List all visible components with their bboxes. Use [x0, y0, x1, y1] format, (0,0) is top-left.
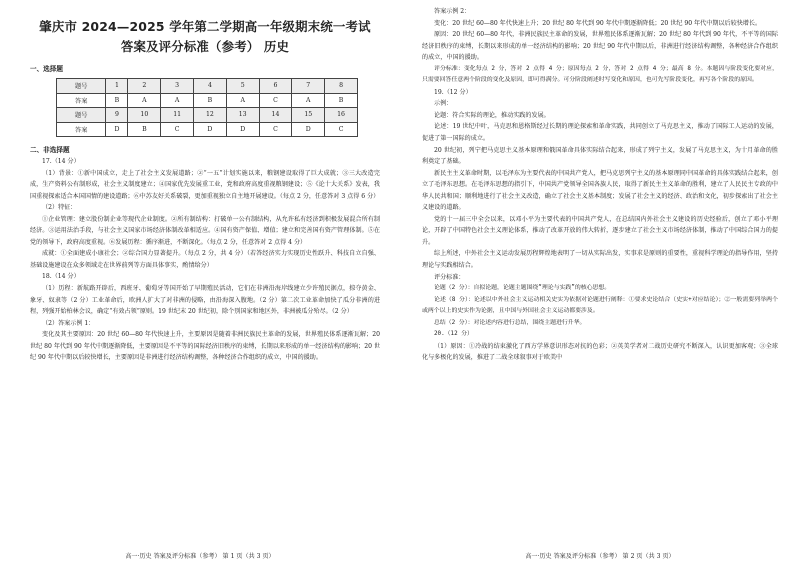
table-cell: 答案: [57, 122, 106, 137]
answer-table: [56, 78, 358, 137]
page-footer-left: 高一·历史 答案及评分标准（参考） 第 1 页（共 3 页）: [125, 553, 275, 560]
table-cell: 10: [128, 108, 161, 123]
table-cell: D: [106, 122, 128, 137]
table-cell: 12: [194, 108, 227, 123]
table-cell: 4: [194, 79, 227, 94]
paragraph: 20.（12 分）: [434, 331, 473, 338]
table-cell: 6: [259, 79, 292, 94]
paragraph: （1）历程：新航路开辟后，西班牙、葡萄牙等国开始了早期殖民活动，它们在非洲沿海岸线建立少许殖民据点，掠夺黄金、象牙、奴隶等（2 分）工业革命后，欧洲人扩大了对非洲的侵略，由沿海深入腹地。（2 分）第二次工业革命加快了瓜分非洲的进程，列强开始柏林会议，确定“有效占领”原则。19 世纪末 20 世纪初，除个别国家和地区外，非洲被瓜分殆尽。（2 分）: [30, 285, 380, 316]
table-cell: B: [325, 93, 358, 108]
table-cell: A: [161, 93, 194, 108]
paragraph: 18.（14 分）: [42, 273, 80, 281]
paragraph: 论题（2 分）：自拟论题，论题主题围绕“理论与实践”的核心思想。: [434, 285, 611, 292]
paragraph: 论述：19 世纪中叶，马克思和恩格斯经过长期的理论探索和革命实践，共同创立了马克思主义，推动了国际工人运动的发展，促进了第一国际的成立。: [422, 123, 778, 143]
paragraph: （1）原因：①冷战的结束激化了西方学界意识形态对抗的色彩；②英美学者对二战历史研究不断深入，认识更加客观；③全球化与多极化的发展，推进了二战全球叙事对于欧美中: [422, 342, 778, 362]
paragraph: 成就：①全面建成小康社会；②综合国力显著提升。（每点 2 分，共 4 分）（若答经济实力实现历史性跃升、科技自立自强、基础设施建设在众多领域走在世界前列等方面具体事实，酌情给分）: [30, 250, 380, 269]
left-content: [30, 156, 380, 364]
paragraph: 评分标准：变化每点 2 分，答对 2 点得 4 分；原因每点 2 分，答对 2 点得 4 分；最高 8 分。本题因与阶段变化要对应，只需要回答任意两个阶段的变化及原因，即可得满分。可分阶段阐述时写变化和原因，也可先写阶段变化，再写各个阶段的原因。: [422, 65, 778, 84]
table-cell: B: [106, 93, 128, 108]
page-right: [400, 0, 800, 566]
paragraph: 论述（8 分）：论述以中外社会主义运动相关史实为依据对论题进行阐释：①要求史论结合（史实+对应结论）；②一般需要列举两个或两个以上的史实作为论据，且中国与外国社会主义运动都要涉及。: [422, 296, 778, 315]
document-title: 肇庆市 2024—2025 学年第二学期高一年级期末统一考试: [39, 19, 371, 34]
paragraph: 论题：符合实际的理论，推动实践的发展。: [434, 111, 550, 119]
paragraph: （2）答案示例 1：: [42, 319, 95, 327]
table-cell: 14: [259, 108, 292, 123]
paragraph: ①企业管理：建立股份制企业等现代企业制度。②所有制结构：打破单一公有制结构，从允许私有经济到积极发展混合所有制经济。③运用法治手段，与社会主义国家市场经济体制改革相适应。④国有资产保值、增值；建立和完善国有资产管理体制。⑤在党的领导下，政府高度重视。⑥发展历程：循序渐进，不断深化。（每点 2 分，任意答对 2 点得 4 分）: [30, 215, 380, 246]
table-row: [57, 108, 358, 123]
paragraph: 新民主主义革命时期，以毛泽东为主要代表的中国共产党人，把马克思列宁主义的基本原理同中国革命的具体实践结合起来，创立了毛泽东思想。在毛泽东思想的指引下，中国共产党领导全国各族人民，取得了新民主主义革命的胜利，建立了人民民主专政的中华人民共和国；顺利地进行了社会主义改造，确立了社会主义基本制度；发展了社会主义的经济、政治和文化，初步探索出了社会主义建设的道路。: [422, 169, 778, 212]
table-cell: A: [128, 93, 161, 108]
table-row: [57, 93, 358, 108]
section-heading-essay: 二、非选择题: [30, 146, 70, 154]
paragraph: 17.（14 分）: [42, 158, 80, 165]
table-cell: 11: [161, 108, 194, 123]
table-row: [57, 79, 358, 94]
table-cell: D: [194, 122, 227, 137]
paragraph: （2）特征：: [42, 204, 77, 212]
paragraph: （1）背景：①新中国成立，走上了社会主义发展道路；②“一五”计划实施以来，粮钢建设取得了巨大成就；③三大改造完成，生产资料公有制形成，社会主义制度建立；④国家优先发展重工业，党和政府高度重视粮钢建设；⑤《论十大关系》发表，我国重视探索适合本国国情的建设道路；⑥中苏友好关系破裂，更加重视独立自主地开展建设。（每点 2 分，任意答对 3 点得 6 分）: [30, 169, 380, 200]
table-cell: A: [226, 93, 259, 108]
paragraph: 变化及其主要原因：20 世纪 60—80 年代快速上升，主要原因是随着非洲民族民主革命的发展，世界殖民体系逐渐瓦解；20 世纪 80 年代到 90 年代中期逐渐降低，主要原因是不平等的国际经济旧秩序的束缚，长期以来形成的单一经济结构的影响；20 世纪 90 年代中期以后较快增长，主要原因是非洲进行经济结构调整，各种经济合作组织的成立，中国的援助。: [30, 331, 380, 362]
table-cell: 3: [161, 79, 194, 94]
table-cell: 7: [292, 79, 325, 94]
paragraph: 19.（12 分）: [434, 88, 472, 96]
table-cell: 13: [226, 108, 259, 123]
table-cell: 答案: [57, 93, 106, 108]
paragraph: 评分标准：: [434, 273, 465, 281]
table-cell: C: [161, 122, 194, 137]
right-content: [422, 6, 778, 364]
document-subtitle: 答案及评分标准（参考） 历史: [120, 39, 290, 54]
table-cell: 5: [226, 79, 259, 94]
paragraph: 总结（2 分）：对论述内容进行总结，围绕主题进行升华。: [434, 319, 586, 326]
table-cell: 2: [128, 79, 161, 94]
table-cell: 9: [106, 108, 128, 123]
table-cell: B: [194, 93, 227, 108]
table-cell: 15: [292, 108, 325, 123]
paragraph: 示例：: [434, 100, 453, 108]
table-row: [57, 122, 358, 137]
paragraph: 答案示例 2：: [434, 8, 471, 15]
table-cell: 1: [106, 79, 128, 94]
section-heading-choice: 一、选择题: [30, 65, 63, 73]
paragraph: 综上所述，中外社会主义运动发展历程辉煌地表明了一切从实际出发，实事求是原则的重要性，重视科学理论的指导作用，坚持理论与实践相结合。: [422, 250, 778, 270]
table-cell: 题号: [57, 79, 106, 94]
table-cell: 8: [325, 79, 358, 94]
table-cell: D: [226, 122, 259, 137]
table-cell: D: [292, 122, 325, 137]
table-cell: B: [128, 122, 161, 137]
paragraph: 20 世纪初，列宁把马克思主义基本原理和俄国革命具体实际结合起来，形成了列宁主义，发展了马克思主义，为十月革命的胜利奠定了基础。: [422, 146, 778, 166]
table-cell: C: [325, 122, 358, 137]
table-cell: C: [259, 93, 292, 108]
paragraph: 党的十一届三中全会以来，以邓小平为主要代表的中国共产党人，在总结国内外社会主义建设的历史经验后，创立了邓小平理论，开辟了中国特色社会主义理论体系，推动了改革开放的伟大转折，逐步建立了社会主义市场经济体制，推动了中国综合国力的提升。: [422, 215, 778, 246]
page-footer-right: 高一·历史 答案及评分标准（参考） 第 2 页（共 3 页）: [525, 553, 675, 560]
paragraph: 原因：20 世纪 60—80 年代，非洲民族民主革命的发展，世界殖民体系逐渐瓦解；20 世纪 80 年代到 90 年代，不平等的国际经济旧秩序的束缚，长期以来形成的单一经济结构的影响；20 世纪 90 年代中期以后，非洲进行经济结构调整，各种经济合作组织的成立，中国的援助。: [422, 31, 778, 62]
table-cell: A: [292, 93, 325, 108]
table-cell: C: [259, 122, 292, 137]
table-cell: 题号: [57, 108, 106, 123]
paragraph: 变化：20 世纪 60—80 年代快速上升；20 世纪 80 年代到 90 年代中期逐渐降低；20 世纪 90 年代中期以后较快增长。: [434, 19, 762, 27]
table-cell: 16: [325, 108, 358, 123]
